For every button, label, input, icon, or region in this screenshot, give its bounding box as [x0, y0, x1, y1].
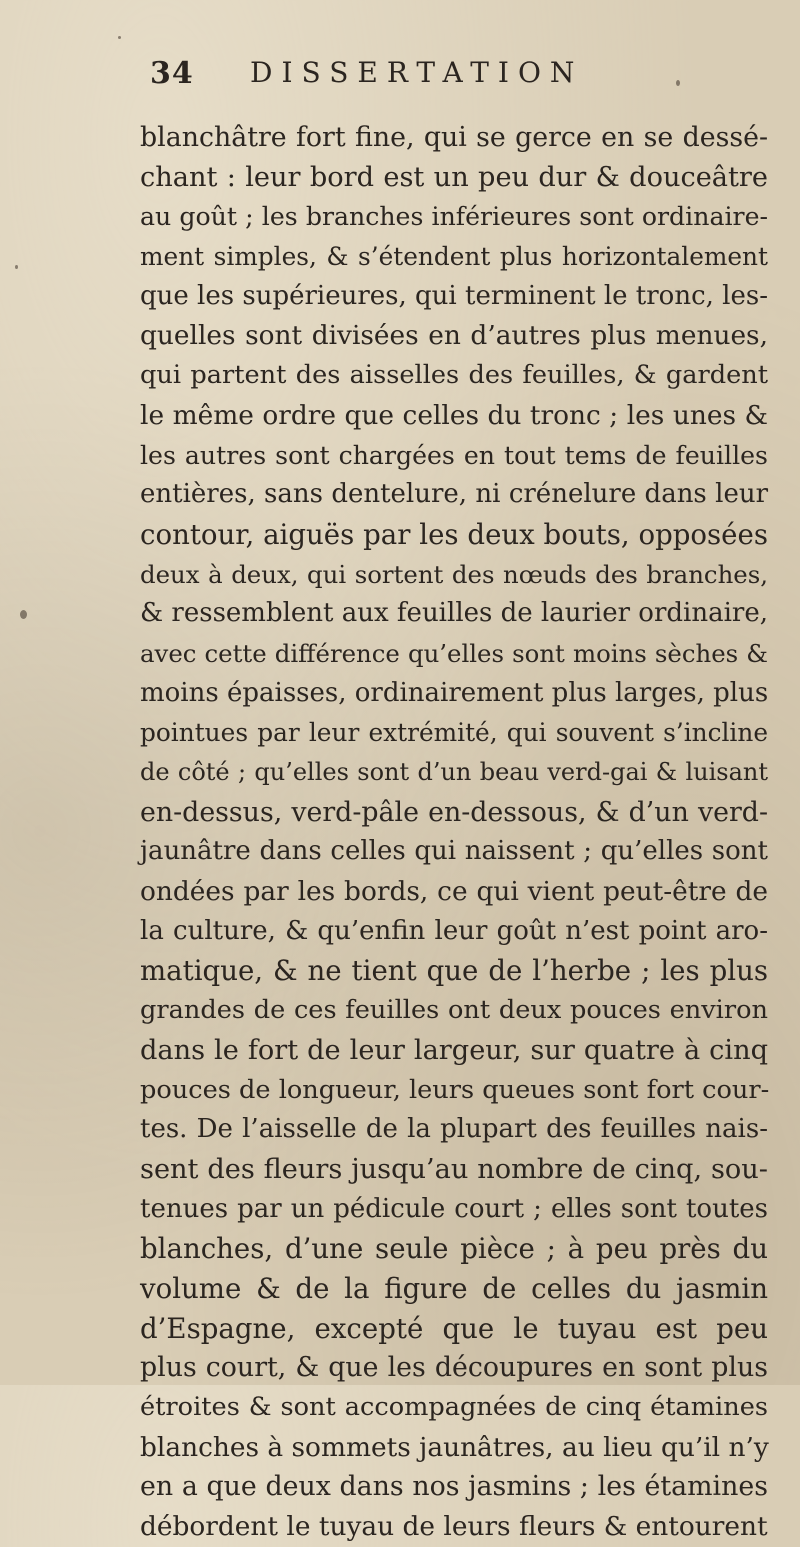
text-line: les autres sont chargées en tout tems de feuilles: [140, 440, 768, 470]
running-title: DISSERTATION: [250, 56, 584, 89]
text-line: la culture, & qu’enfin leur goût n’est point aro-: [140, 915, 768, 946]
body-text: [140, 118, 768, 1547]
text-line: au goût ; les branches inférieures sont ordinaire-: [140, 202, 768, 232]
text-line: en a que deux dans nos jasmins ; les étamines: [140, 1471, 768, 1503]
text-line: chant : leur bord est un peu dur & douceâtre: [140, 161, 768, 193]
text-line: plus court, & que les découpures en sont plus: [140, 1352, 768, 1384]
text-line: étroites & sont accompagnées de cinq étamines: [140, 1392, 768, 1422]
text-line: le même ordre que celles du tronc ; les unes &: [140, 399, 768, 431]
text-line: jaunâtre dans celles qui naissent ; qu’elles sont: [140, 836, 768, 867]
text-line: deux à deux, qui sortent des nœuds des branches,: [140, 559, 768, 589]
text-line: blanches à sommets jaunâtres, au lieu qu’il n’y: [140, 1431, 769, 1463]
text-line: dans le fort de leur largeur, sur quatre à cinq: [140, 1034, 768, 1066]
text-line: grandes de ces feuilles ont deux pouces environ: [140, 995, 768, 1026]
text-line: moins épaisses, ordinairement plus larges, plus: [140, 677, 769, 708]
text-line: d’Espagne, excepté que le tuyau est peu: [140, 1311, 768, 1345]
text-line: contour, aiguës par les deux bouts, opposées: [140, 517, 768, 551]
text-line: qui partent des aisselles des feuilles, & gardent: [140, 360, 768, 391]
text-line: blanchâtre fort fine, qui se gerce en se dessé-: [140, 122, 768, 153]
text-line: tes. De l’aisselle de la plupart des feuilles nais-: [140, 1114, 768, 1145]
text-line: entières, sans dentelure, ni crénelure dans leur: [140, 479, 768, 510]
text-line: sent des fleurs jusqu’au nombre de cinq, sou-: [140, 1153, 768, 1185]
text-line: matique, & ne tient que de l’herbe ; les plus: [140, 954, 768, 988]
text-line: ment simples, & s’étendent plus horizontalement: [140, 242, 768, 272]
text-line: débordent le tuyau de leurs fleurs & entourent: [140, 1511, 768, 1543]
text-line: que les supérieures, qui terminent le tronc, les-: [140, 280, 768, 311]
text-line: de côté ; qu’elles sont d’un beau verd-gai & luisant: [140, 758, 768, 786]
text-line: blanches, d’une seule pièce ; à peu près du: [140, 1232, 768, 1266]
page-number: 34: [150, 56, 194, 91]
text-line: avec cette différence qu’elles sont moins sèches &: [140, 638, 768, 668]
text-line: quelles sont divisées en d’autres plus menues,: [140, 320, 768, 352]
text-line: en-dessus, verd-pâle en-dessous, & d’un verd-: [140, 796, 768, 828]
text-line: ondées par les bords, ce qui vient peut-être de: [140, 876, 768, 908]
text-line: pointues par leur extrémité, qui souvent s’incline: [140, 718, 768, 748]
page-header: [150, 52, 710, 96]
text-line: & ressemblent aux feuilles de laurier ordinaire,: [140, 598, 768, 629]
text-line: pouces de longueur, leurs queues sont fort cour-: [140, 1074, 770, 1105]
text-line: tenues par un pédicule court ; elles sont toutes: [140, 1193, 768, 1224]
text-line: volume & de la figure de celles du jasmin: [140, 1271, 768, 1305]
